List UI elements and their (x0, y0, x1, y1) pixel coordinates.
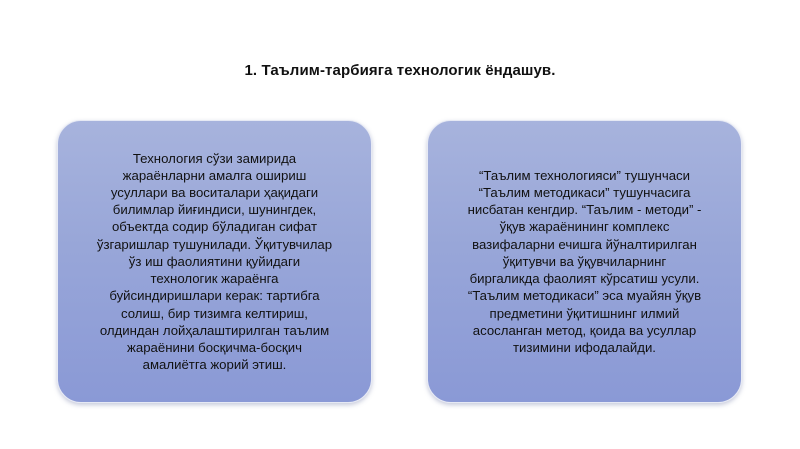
text-line: “Таълим методикаси” тушунчасига (478, 185, 691, 201)
text-line: Технология сўзи замирида (132, 150, 297, 166)
text-line: билимлар йиғиндиси, шунингдек, (112, 202, 317, 218)
text-line: “Таълим методикаси” эса муайян ўқув (467, 288, 702, 304)
text-line: усуллари ва воситалари ҳақидаги (110, 185, 319, 201)
text-line: ўқув жараёнининг комплекс (499, 219, 670, 235)
text-line: ўз иш фаолиятини қуйидаги (128, 253, 301, 269)
text-line: солиш, бир тизимга келтириш, (121, 305, 308, 321)
text-line: буйсиндиришлари керак: тартибга (109, 288, 320, 304)
text-line: жараёнларни амалга ошириш (122, 167, 307, 183)
text-line: “Таълим технологияси” тушунчаси (479, 167, 690, 183)
text-line: предметини ўқитишнинг илмий (489, 305, 680, 321)
text-line: жараёнини босқичма-босқич (127, 339, 302, 355)
text-line: биргаликда фаолият кўрсатиш усули. (469, 271, 700, 287)
technology-definition-card (57, 120, 372, 403)
text-line: нисбатан кенгдир. “Таълим - методи” - (467, 202, 702, 218)
text-line: олдиндан лойҳалаштирилган таълим (99, 322, 330, 338)
text-line: ўқитувчи ва ўқувчиларнинг (502, 253, 667, 269)
text-line: асосланган метод, қоида ва усуллар (472, 322, 697, 338)
text-line: технологик жараёнга (150, 271, 279, 287)
text-line: вазифаларни ечишга йўналтирилган (472, 236, 697, 252)
text-line: амалиётга жорий этиш. (142, 357, 287, 373)
text-line: тизимини ифодалайди. (513, 339, 656, 355)
slide-title: 1. Таълим-тарбияга технологик ёндашув. (244, 62, 556, 79)
text-line: объектда содир бўладиган сифат (111, 219, 317, 235)
education-technology-card (427, 120, 742, 403)
text-line: ўзгаришлар тушунилади. Ўқитувчилар (96, 236, 333, 252)
education-technology-text (468, 167, 702, 356)
technology-definition-text (97, 150, 332, 374)
